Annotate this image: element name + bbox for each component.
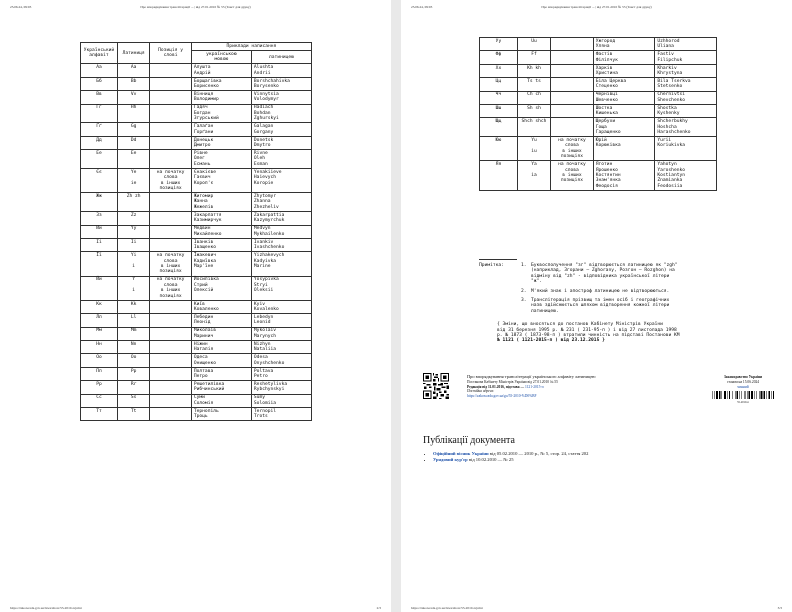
permanent-address-link[interactable]: https://zakon.rada.gov.ua/go/55-2010-%D0%BF — [467, 394, 537, 399]
amendment-note: { Зміни, що вносяться до постанов Кабінету Міністрів України від 31 березня 1995 р. № 231 ( 231-95-п ) і від 27 листопада 1998 р. № 1873 ( 1873-98-п ) втратили чинність на підставі Постанови КМ № 1121 ( 1121-2015-п ) від 23.12.2015 } — [497, 322, 680, 344]
cell-position — [551, 91, 594, 104]
cell-example-latin: Galagan Gorgany — [251, 123, 311, 136]
cell-example-ukrainian: Чернівці Шевченко — [593, 91, 655, 104]
cell-ukrainian-letter: Дд — [81, 136, 118, 149]
table-row — [81, 225, 312, 238]
cell-latin-letter: Rr — [117, 381, 149, 394]
col-header-examples: Приклади написання — [191, 43, 311, 51]
cell-latin-letter: Ll — [117, 314, 149, 327]
cell-latin-letter: Ee — [117, 150, 149, 169]
cell-example-ukrainian: Суми Соломія — [191, 394, 251, 407]
cell-latin-letter: Ts ts — [517, 78, 550, 91]
cell-position — [150, 64, 192, 77]
col-header-position: Позиція у слові — [150, 43, 192, 64]
cell-ukrainian-letter: Аа — [81, 64, 118, 77]
publication-item: • Офіційний вісник України від 05.02.2010 — 2010 р., № 5, стор. 24, стаття 202 — [433, 451, 588, 457]
cell-example-latin: Alushta Andrii — [251, 64, 311, 77]
cell-example-latin: Nizhyn Nataliia — [251, 340, 311, 353]
cell-ukrainian-letter: Пп — [81, 367, 118, 380]
cell-example-latin: Lebedyn Leonid — [251, 314, 311, 327]
cell-ukrainian-letter: Її — [81, 252, 118, 276]
table-row — [81, 367, 312, 380]
cell-position — [551, 64, 594, 77]
cell-example-latin: Ternopil Trots — [251, 408, 311, 421]
qr-code-icon — [423, 373, 449, 399]
cell-example-ukrainian: Шостка Кишенька — [593, 105, 655, 118]
cell-example-latin: Medvyn Mykhailenko — [251, 225, 311, 238]
table-row — [81, 327, 312, 340]
cell-position: на початку слова в інших позиціях — [150, 276, 192, 300]
cell-example-ukrainian: Вінниця Володимир — [191, 91, 251, 104]
table-row — [480, 105, 717, 118]
cell-position — [150, 104, 192, 123]
col-header-latin: Латиниця — [117, 43, 149, 64]
cell-example-ukrainian: Гадяч Богдан Згурський — [191, 104, 251, 123]
cell-example-ukrainian: Іванків Іващенко — [191, 238, 251, 251]
table-row — [81, 276, 312, 300]
cell-example-ukrainian: Житомир Жанна Жежелів — [191, 193, 251, 212]
document-subtitle: Постанова Кабінету Міністрів України від 27.01.2010 № 55 — [467, 379, 558, 384]
cell-position: на початку слова в інших позиціях — [551, 137, 594, 161]
cell-example-latin: Zhytomyr Zhanna Zhezheliv — [251, 193, 311, 212]
table-body-left — [81, 64, 312, 421]
cell-example-ukrainian: Миколаїв Маринич — [191, 327, 251, 340]
table-row — [480, 64, 717, 77]
edition-line: Редакція від 11.01.2016, підстава — 1121-2015-п — [467, 384, 544, 389]
print-title: Про впорядкування транслітерації ... | від 27.01.2010 № 55 (Текст для друку) — [140, 5, 251, 9]
cell-position — [150, 381, 192, 394]
cell-ukrainian-letter: Тт — [81, 408, 118, 421]
cell-ukrainian-letter: Оо — [81, 354, 118, 367]
cell-ukrainian-letter: Шш — [480, 105, 518, 118]
table-row — [81, 238, 312, 251]
table-row — [81, 91, 312, 104]
cell-latin-letter: Ya ia — [517, 161, 550, 191]
cell-example-ukrainian: Полтава Петро — [191, 367, 251, 380]
legislation-title: Законодавство України — [723, 375, 763, 379]
cell-example-latin: Shcherbukhy Hoshcha Harashchenko — [655, 118, 717, 137]
cell-latin-letter: Kh kh — [517, 64, 550, 77]
notes-divider — [479, 259, 517, 260]
cell-position — [150, 193, 192, 212]
table-row — [81, 340, 312, 353]
cell-ukrainian-letter: Цц — [480, 78, 518, 91]
table-row — [480, 137, 717, 161]
cell-latin-letter: Sh sh — [517, 105, 550, 118]
col-header-in-ukrainian: українською мовою — [191, 51, 251, 64]
cell-example-ukrainian: Медвин Михайленко — [191, 225, 251, 238]
cell-example-ukrainian: Їжакевич Кадиївка Мар'їне — [191, 252, 251, 276]
table-body-right — [480, 38, 717, 191]
document-title: Про впорядкування транслітерації українського алфавіту латиницею — [467, 374, 596, 379]
document-page-right — [401, 0, 792, 612]
cell-example-latin: Poltava Petro — [251, 367, 311, 380]
cell-latin-letter: Y i — [117, 276, 149, 300]
table-row — [81, 381, 312, 394]
cell-example-latin: Reshetylivka Rybchynskyi — [251, 381, 311, 394]
cell-latin-letter: Gg — [117, 123, 149, 136]
cell-example-latin: Hadiach Bohdan Zghurskyi — [251, 104, 311, 123]
cell-example-ukrainian: Тернопіль Троць — [191, 408, 251, 421]
cell-ukrainian-letter: Ґґ — [81, 123, 118, 136]
cell-position — [150, 123, 192, 136]
cell-example-latin: Zakarpattia Kazymyrchuk — [251, 212, 311, 225]
cell-example-ukrainian: Ніжин Наталія — [191, 340, 251, 353]
legislation-status[interactable]: чинний — [737, 384, 749, 389]
cell-example-ukrainian: Закарпаття Казимирчук — [191, 212, 251, 225]
cell-ukrainian-letter: Зз — [81, 212, 118, 225]
cell-example-ukrainian: Ґалаґан Ґорґани — [191, 123, 251, 136]
table-row — [81, 77, 312, 90]
cell-ukrainian-letter: Юю — [480, 137, 518, 161]
print-date: 25.06.24, 09:03 — [10, 5, 32, 9]
cell-example-ukrainian: Щербухи Гоща Гаращенко — [593, 118, 655, 137]
cell-latin-letter: Kk — [117, 300, 149, 313]
cell-example-latin: Chernivtsi Shevchenko — [655, 91, 717, 104]
table-row — [480, 118, 717, 137]
cell-example-ukrainian: Київ Коваленко — [191, 300, 251, 313]
cell-example-latin: Kyiv Kovalenko — [251, 300, 311, 313]
table-row — [480, 51, 717, 64]
cell-example-ukrainian: Решетилівка Рибчинський — [191, 381, 251, 394]
cell-example-latin: Vinnytsia Volodymyr — [251, 91, 311, 104]
cell-example-latin: Yosypivka Stryi Oleksii — [251, 276, 311, 300]
cell-position — [150, 394, 192, 407]
cell-position — [150, 367, 192, 380]
cell-latin-letter: Pp — [117, 367, 149, 380]
cell-position — [551, 105, 594, 118]
cell-position — [150, 77, 192, 90]
cell-example-ukrainian: Єнакієве Гаєвич Короп'є — [191, 169, 251, 193]
cell-example-latin: Sumy Solomiia — [251, 394, 311, 407]
cell-ukrainian-letter: Жж — [81, 193, 118, 212]
cell-example-latin: Uzhhorod Uliana — [655, 38, 717, 51]
cell-example-ukrainian: Йосипівка Стрий Олексій — [191, 276, 251, 300]
cell-ukrainian-letter: Хх — [480, 64, 518, 77]
table-row — [81, 300, 312, 313]
print-title: Про впорядкування транслітерації ... | від 27.01.2010 № 55 (Текст для друку) — [541, 5, 652, 9]
cell-example-latin: Donetsk Dmytro — [251, 136, 311, 149]
cell-example-latin: Yahotyn Yaroshenko Kostiantyn Znamianka Feodosiia — [655, 161, 717, 191]
col-header-in-latin: латиницею — [251, 51, 311, 64]
table-row — [480, 38, 717, 51]
cell-example-latin: Yizhakevych Kadyivka Marine — [251, 252, 311, 276]
cell-latin-letter: Aa — [117, 64, 149, 77]
cell-ukrainian-letter: Ее — [81, 150, 118, 169]
table-row — [81, 64, 312, 77]
cell-example-latin: Yurii Koriukivka — [655, 137, 717, 161]
permanent-address-label: Постійна адреса: — [467, 389, 495, 394]
table-row — [480, 91, 717, 104]
cell-example-ukrainian: Харків Христина — [593, 64, 655, 77]
cell-example-ukrainian: Ужгород Уляна — [593, 38, 655, 51]
cell-position — [150, 150, 192, 169]
cell-latin-letter: Yy — [117, 225, 149, 238]
cell-example-ukrainian: Біла Церква Стеценко — [593, 78, 655, 91]
cell-latin-letter: Yu iu — [517, 137, 550, 161]
cell-latin-letter: Ch ch — [517, 91, 550, 104]
notes-label: Примітка: — [479, 263, 504, 268]
cell-example-latin: Fastiv Filipchuk — [655, 51, 717, 64]
cell-position — [551, 51, 594, 64]
cell-example-ukrainian: Алушта Андрій — [191, 64, 251, 77]
cell-position — [150, 300, 192, 313]
cell-example-latin: Yenakiieve Haievych Koropie — [251, 169, 311, 193]
footer-url[interactable]: https://zakon.rada.gov.ua/laws/show/55-2010-п/print — [10, 606, 82, 610]
table-row — [480, 78, 717, 91]
publication-item: • Урядовий кур'єр від 10.02.2010 — № 25 — [433, 457, 588, 463]
publications-title: Публікації документа — [423, 435, 515, 446]
cell-latin-letter: Vv — [117, 91, 149, 104]
cell-latin-letter: Nn — [117, 340, 149, 353]
cell-example-ukrainian: Юрій Корюківка — [593, 137, 655, 161]
cell-ukrainian-letter: Мм — [81, 327, 118, 340]
notes-list — [479, 263, 719, 314]
footer-page-number: 3/3 — [777, 606, 782, 610]
cell-ukrainian-letter: Бб — [81, 77, 118, 90]
table-row — [81, 252, 312, 276]
notes-section — [479, 259, 719, 344]
cell-example-latin: Rivne Oleh Esman — [251, 150, 311, 169]
cell-ukrainian-letter: Іі — [81, 238, 118, 251]
cell-position — [150, 91, 192, 104]
table-row — [81, 136, 312, 149]
cell-latin-letter: Ii — [117, 238, 149, 251]
cell-position — [150, 354, 192, 367]
cell-example-ukrainian: Донецьк Дмитро — [191, 136, 251, 149]
cell-ukrainian-letter: Кк — [81, 300, 118, 313]
cell-example-latin: Odesa Onyshchenko — [251, 354, 311, 367]
cell-position: на початку слова в інших позиціях — [150, 169, 192, 193]
table-row — [81, 212, 312, 225]
legislation-date: станом на 15.06.2024 — [726, 379, 760, 384]
cell-position — [150, 327, 192, 340]
document-info — [467, 375, 657, 399]
transliteration-table-right — [479, 37, 717, 191]
publication-source[interactable]: Урядовий кур'єр — [433, 457, 468, 462]
table-row — [81, 169, 312, 193]
table-row — [81, 150, 312, 169]
note-item: 2. М'який знак і апостроф латиницею не відтворюються. — [521, 288, 670, 294]
cell-example-ukrainian: Одеса Онищенко — [191, 354, 251, 367]
cell-ukrainian-letter: Сс — [81, 394, 118, 407]
footer-page-number: 2/3 — [376, 606, 381, 610]
cell-latin-letter: Ff — [517, 51, 550, 64]
cell-position — [150, 314, 192, 327]
col-header-ukrainian-alphabet: Український алфавіт — [81, 43, 118, 64]
table-row — [81, 408, 312, 421]
cell-latin-letter: Mm — [117, 327, 149, 340]
cell-latin-letter: Zh zh — [117, 193, 149, 212]
document-page-left — [0, 0, 391, 612]
cell-latin-letter: Yi i — [117, 252, 149, 276]
cell-example-latin: Kharkiv Khrystyna — [655, 64, 717, 77]
table-row — [81, 123, 312, 136]
note-item: 3. Транслітерація прізвищ та імен осіб і географічних назв здійснюється шляхом відтворення кожної літери латиницею. — [521, 298, 670, 314]
cell-position: на початку слова в інших позиціях — [150, 252, 192, 276]
cell-ukrainian-letter: Єє — [81, 169, 118, 193]
legislation-status-box — [712, 375, 774, 404]
publications-list — [427, 451, 588, 463]
cell-position — [150, 212, 192, 225]
print-date: 25.06.24, 09:03 — [411, 5, 433, 9]
cell-latin-letter: Zz — [117, 212, 149, 225]
cell-example-ukrainian: Рівне Олег Есмань — [191, 150, 251, 169]
cell-ukrainian-letter: Яя — [480, 161, 518, 191]
publication-source[interactable]: Офіційний вісник України — [433, 451, 489, 456]
barcode-icon — [712, 391, 774, 399]
cell-latin-letter: Shch shch — [517, 118, 550, 137]
cell-position: на початку слова в інших позиціях — [551, 161, 594, 191]
cell-latin-letter: Uu — [517, 38, 550, 51]
cell-example-ukrainian: Борщагівка Борисенко — [191, 77, 251, 90]
table-row — [81, 104, 312, 123]
cell-example-latin: Mykolaiv Marynych — [251, 327, 311, 340]
cell-ukrainian-letter: Рр — [81, 381, 118, 394]
cell-position — [150, 408, 192, 421]
note-item: Примітка: 1. Буквосполучення "зг" відтворюється латиницею як "zgh" (наприклад, Згорани — Zghorany, Розгон — Rozghon) на відміну від "zh" - відповідника української літери "ж". — [479, 263, 678, 285]
barcode-number: 55-2010-п — [737, 401, 749, 405]
cell-ukrainian-letter: Фф — [480, 51, 518, 64]
cell-position — [551, 118, 594, 137]
cell-ukrainian-letter: Уу — [480, 38, 518, 51]
footer-url[interactable]: https://zakon.rada.gov.ua/laws/show/55-2010-п/print — [411, 606, 483, 610]
cell-example-latin: Ivankiv Ivashchenko — [251, 238, 311, 251]
cell-latin-letter: Ye ie — [117, 169, 149, 193]
cell-latin-letter: Bb — [117, 77, 149, 90]
cell-example-ukrainian: Яготин Ярошенко Костянтин Знам'янка Феодосія — [593, 161, 655, 191]
cell-position — [150, 136, 192, 149]
cell-ukrainian-letter: Вв — [81, 91, 118, 104]
table-row — [81, 394, 312, 407]
cell-position — [150, 225, 192, 238]
cell-ukrainian-letter: Щщ — [480, 118, 518, 137]
cell-ukrainian-letter: Ии — [81, 225, 118, 238]
table-row — [81, 354, 312, 367]
cell-example-latin: Shostka Kyshenky — [655, 105, 717, 118]
cell-position — [150, 340, 192, 353]
cell-latin-letter: Dd — [117, 136, 149, 149]
cell-example-ukrainian: Фастів Філіпчук — [593, 51, 655, 64]
cell-latin-letter: Oo — [117, 354, 149, 367]
cell-latin-letter: Ss — [117, 394, 149, 407]
cell-position — [551, 78, 594, 91]
cell-ukrainian-letter: Лл — [81, 314, 118, 327]
cell-ukrainian-letter: Гг — [81, 104, 118, 123]
cell-ukrainian-letter: Чч — [480, 91, 518, 104]
cell-example-latin: Borshchahivka Borysenko — [251, 77, 311, 90]
cell-position — [150, 238, 192, 251]
cell-example-ukrainian: Лебедин Леонід — [191, 314, 251, 327]
table-row — [81, 314, 312, 327]
cell-latin-letter: Hh — [117, 104, 149, 123]
cell-ukrainian-letter: Йй — [81, 276, 118, 300]
table-row — [480, 161, 717, 191]
table-row — [81, 193, 312, 212]
edition-link[interactable]: 1121-2015-п — [524, 384, 544, 389]
transliteration-table-left — [80, 42, 312, 421]
cell-latin-letter: Tt — [117, 408, 149, 421]
cell-position — [551, 38, 594, 51]
cell-ukrainian-letter: Нн — [81, 340, 118, 353]
cell-example-latin: Bila Tserkva Stetsenko — [655, 78, 717, 91]
